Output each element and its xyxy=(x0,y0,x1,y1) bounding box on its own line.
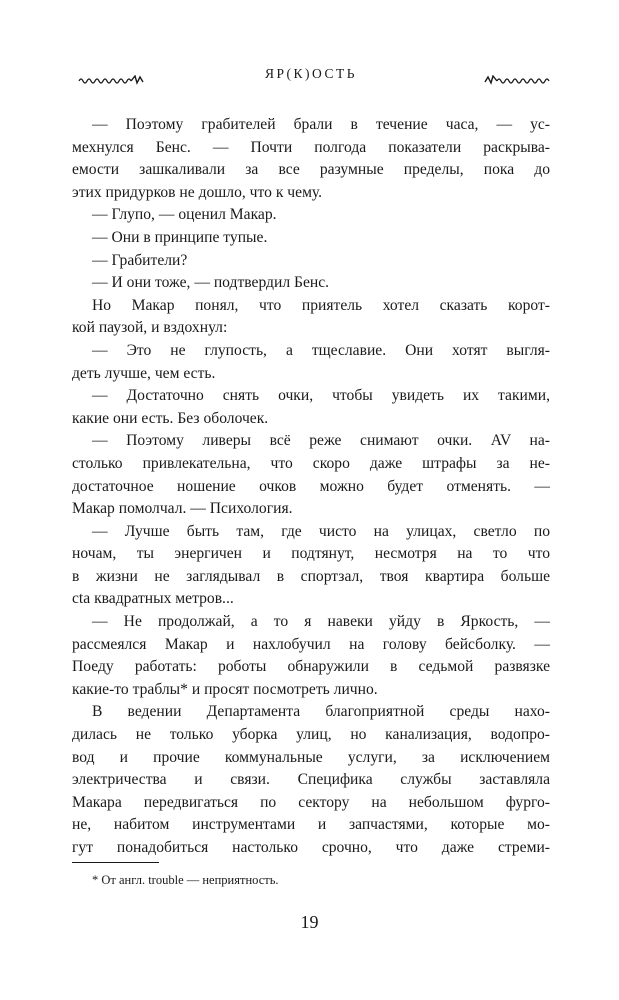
text-line: сta квадратных метров... xyxy=(72,590,234,608)
text-line: Но Макар понял, что приятель хотел сказать корот- xyxy=(92,296,550,314)
body-text xyxy=(72,114,550,860)
text-line: вод и прочие коммунальные услуги, за исключением xyxy=(72,748,550,766)
text-line: кой паузой, и вздохнул: xyxy=(72,319,228,337)
text-line: какие-то траблы* и просят посмотреть лично. xyxy=(72,680,378,698)
text-line: — Достаточно снять очки, чтобы увидеть их такими, xyxy=(92,387,550,405)
text-line: — Грабители? xyxy=(92,251,188,269)
text-line: Макар помолчал. — Психология. xyxy=(72,500,293,518)
text-line: — Они в принципе тупые. xyxy=(92,228,268,246)
flourish-right-icon xyxy=(484,72,550,90)
text-line: какие они есть. Без оболочек. xyxy=(72,409,269,427)
text-line: электричества и связи. Специфика службы заставляла xyxy=(72,771,550,789)
text-line: гут понадобиться настолько срочно, что даже стреми- xyxy=(72,839,550,856)
text-line: не, набитом инструментами и запчастями, которые мо- xyxy=(72,816,550,834)
text-line: В ведении Департамента благоприятной среды нахо- xyxy=(92,703,550,721)
text-line: Поеду работать: роботы обнаружили в седьмой развязке xyxy=(72,658,550,676)
text-line: дилась не только уборка улиц, но канализация, водопро- xyxy=(72,726,550,744)
text-line: мехнулся Бенс. — Почти полгода показатели раскрыва- xyxy=(72,138,550,156)
text-line: достаточное ношение очков можно будет отменять. — xyxy=(72,477,550,495)
text-line: — Это не глупость, а тщеславие. Они хотят выгля- xyxy=(92,341,550,359)
text-line: рассмеялся Макар и нахлобучил на голову бейсболку. — xyxy=(72,635,550,653)
text-line: ночам, ты энергичен и подтянут, несмотря на то что xyxy=(72,545,550,563)
text-line: столько привлекательна, что скоро даже штрафы за не- xyxy=(72,454,550,472)
text-line: в жизни не заглядывал в спортзал, твоя квартира больше xyxy=(72,567,550,585)
text-line: — Глупо, — оценил Макар. xyxy=(92,206,277,224)
text-line: — Поэтому грабителей брали в течение часа, — ус- xyxy=(92,116,550,133)
text-line: — Не продолжай, а то я навеки уйду в Яркость, — xyxy=(92,613,550,631)
text-line: Макара передвигаться по сектору на небольшом фурго- xyxy=(72,793,550,811)
text-line: — Поэтому ливеры всё реже снимают очки. AV на- xyxy=(92,432,550,450)
text-line: деть лучше, чем есть. xyxy=(72,364,216,382)
book-title: ЯР(К)ОСТЬ xyxy=(265,66,357,81)
running-header xyxy=(72,66,550,90)
text-line: — И они тоже, — подтвердил Бенс. xyxy=(92,274,330,292)
text-line: этих придурков не дошло, что к чему. xyxy=(72,183,323,201)
page-number: 19 xyxy=(300,912,319,932)
text-line: емости зашкаливали за все разумные пределы, пока до xyxy=(72,161,550,179)
text-line: — Лучше быть там, где чисто на улицах, светло по xyxy=(92,522,550,540)
footnote: * От англ. trouble — неприятность. xyxy=(92,873,279,887)
footnote-divider xyxy=(72,862,159,863)
